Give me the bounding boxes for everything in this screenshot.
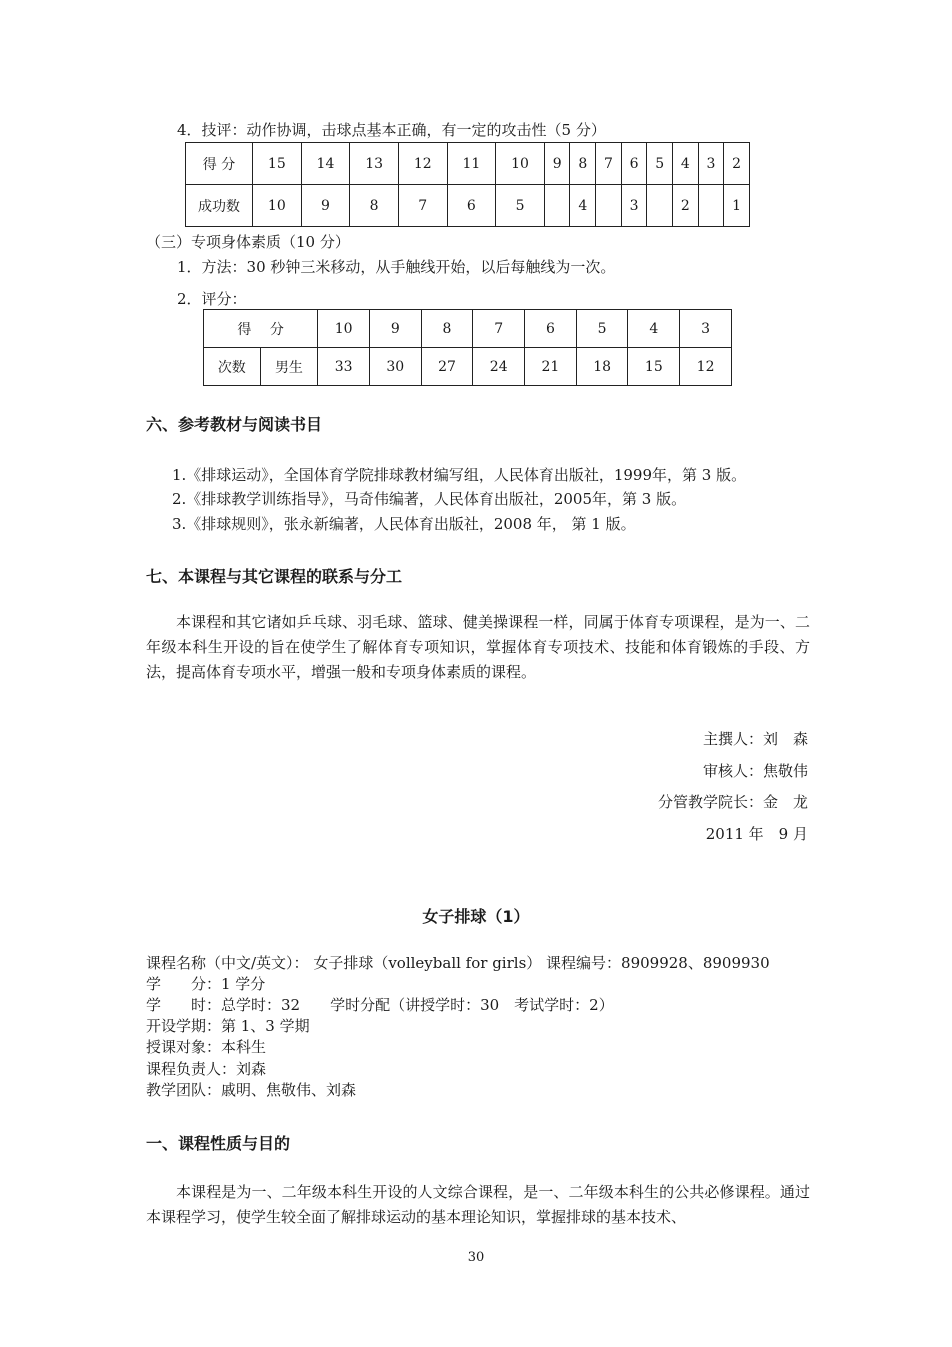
skill-score-cell: 5 <box>647 143 673 185</box>
fitness-count-cell: 12 <box>680 348 732 386</box>
fitness-score-cell: 5 <box>576 310 628 348</box>
skill-count-cell: 5 <box>496 185 545 227</box>
fitness-score-cell: 4 <box>628 310 680 348</box>
skill-count-cell <box>544 185 570 227</box>
course-owner-line: 课程负责人：刘森 <box>146 1060 267 1078</box>
course-hours-line: 学 时：总学时：32 学时分配（讲授学时：30 考试学时：2） <box>146 996 614 1014</box>
skill-count-cell <box>698 185 724 227</box>
fitness-score-label: 2．评分： <box>177 290 247 308</box>
fitness-score-cell: 8 <box>421 310 473 348</box>
fitness-count-cell: 27 <box>421 348 473 386</box>
fitness-score-cell: 10 <box>318 310 370 348</box>
skill-row2-label: 成功数 <box>186 185 253 227</box>
fitness-count-cell: 21 <box>525 348 577 386</box>
skill-row1-label: 得 分 <box>186 143 253 185</box>
skill-score-cell: 8 <box>570 143 596 185</box>
fitness-score-cell: 6 <box>525 310 577 348</box>
skill-count-cell: 9 <box>301 185 350 227</box>
fitness-count-cell: 24 <box>473 348 525 386</box>
page-number: 30 <box>467 1250 485 1265</box>
skill-score-cell: 4 <box>672 143 698 185</box>
skill-count-cell: 7 <box>398 185 447 227</box>
fitness-score-table <box>203 309 732 386</box>
section7-heading: 七、本课程与其它课程的联系与分工 <box>146 567 403 586</box>
skill-score-cell: 2 <box>724 143 750 185</box>
fitness-gender-label: 男生 <box>260 348 318 386</box>
skill-count-cell: 10 <box>253 185 302 227</box>
skill-count-cell <box>647 185 673 227</box>
course-credit-line: 学 分：1 学分 <box>146 975 266 993</box>
reference-item: 2.《排球教学训练指导》，马奇伟编著，人民体育出版社，2005年，第 3 版。 <box>172 490 687 508</box>
course-term-line: 开设学期：第 1、3 学期 <box>146 1017 310 1035</box>
fitness-score-cell: 3 <box>680 310 732 348</box>
course-name-line: 课程名称（中文/英文）： 女子排球（volleyball for girls） 课程编号：8909928、8909930 <box>146 954 770 972</box>
section6-heading: 六、参考教材与阅读书目 <box>146 415 323 434</box>
skill-score-table <box>185 142 750 227</box>
skill-score-cell: 13 <box>350 143 399 185</box>
skill-count-cell: 6 <box>447 185 496 227</box>
skill-score-cell: 12 <box>398 143 447 185</box>
skill-score-cell: 14 <box>301 143 350 185</box>
section1-heading: 一、课程性质与目的 <box>146 1134 291 1153</box>
reference-item: 1.《排球运动》，全国体育学院排球教材编写组，人民体育出版社，1999年，第 3 版。 <box>172 466 747 484</box>
skill-count-cell: 1 <box>724 185 750 227</box>
skill-count-cell: 2 <box>672 185 698 227</box>
skill-count-cell: 4 <box>570 185 596 227</box>
skill-count-cell <box>596 185 622 227</box>
signature-date: 2011 年 9 月 <box>705 825 808 843</box>
fitness-count-label: 次数 <box>204 348 261 386</box>
fitness-count-cell: 18 <box>576 348 628 386</box>
fitness-title: （三）专项身体素质（10 分） <box>146 233 350 251</box>
fitness-count-cell: 15 <box>628 348 680 386</box>
course-audience-line: 授课对象：本科生 <box>146 1038 267 1056</box>
fitness-score-cell: 9 <box>369 310 421 348</box>
fitness-method: 1．方法：30 秒钟三米移动，从手触线开始，以后每触线为一次。 <box>177 258 616 276</box>
signature-dean: 分管教学院长：金 龙 <box>657 793 808 811</box>
skill-score-cell: 10 <box>496 143 545 185</box>
skill-score-cell: 7 <box>596 143 622 185</box>
reference-item: 3.《排球规则》，张永新编著，人民体育出版社，2008 年， 第 1 版。 <box>172 515 636 533</box>
skill-score-cell: 9 <box>544 143 570 185</box>
fitness-header-label: 得 分 <box>204 310 318 348</box>
section7-body: 本课程和其它诸如乒乓球、羽毛球、篮球、健美操课程一样，同属于体育专项课程，是为一、二年级本科生开设的旨在使学生了解体育专项知识，掌握体育专项技术、技能和体育锻炼的手段、方法，提高体育专项水平，增强一般和专项身体素质的课程。 <box>146 613 810 681</box>
skill-score-cell: 6 <box>621 143 647 185</box>
fitness-count-cell: 33 <box>318 348 370 386</box>
skill-score-cell: 3 <box>698 143 724 185</box>
signature-reviewer: 审核人：焦敬伟 <box>702 762 808 780</box>
course-team-line: 教学团队：戚明、焦敬伟、刘森 <box>146 1081 357 1099</box>
skill-count-cell: 8 <box>350 185 399 227</box>
skill-score-cell: 15 <box>253 143 302 185</box>
course-title: 女子排球（1） <box>422 907 530 926</box>
section1-body: 本课程是为一、二年级本科生开设的人文综合课程，是一、二年级本科生的公共必修课程。通过本课程学习，使学生较全面了解排球运动的基本理论知识，掌握排球的基本技术、 <box>146 1183 810 1226</box>
fitness-score-cell: 7 <box>473 310 525 348</box>
skill-count-cell: 3 <box>621 185 647 227</box>
fitness-count-cell: 30 <box>369 348 421 386</box>
skill-title: 4．技评：动作协调，击球点基本正确，有一定的攻击性（5 分） <box>177 121 606 139</box>
signature-author: 主撰人：刘 森 <box>702 730 808 748</box>
skill-score-cell: 11 <box>447 143 496 185</box>
